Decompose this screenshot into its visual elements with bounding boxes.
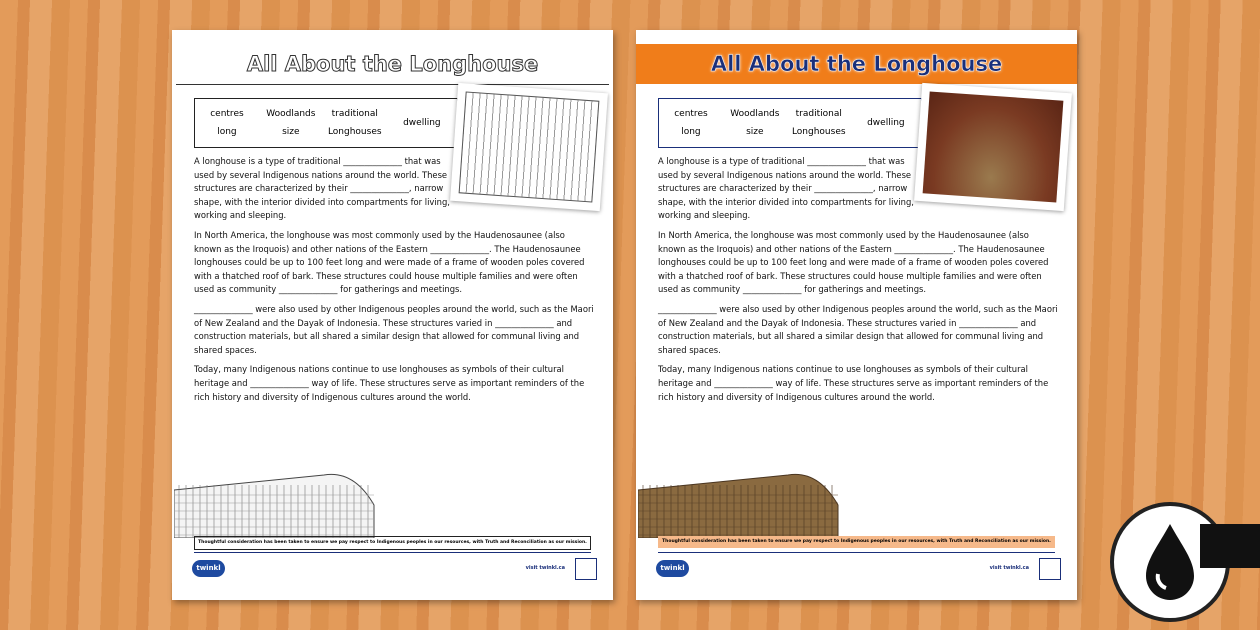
word: long [217,127,237,137]
website-link[interactable]: visit twinkl.ca [525,565,565,571]
word: Woodlands [730,109,780,119]
worksheet-black-white [172,30,613,600]
paragraph: ______________ were also used by other Indigenous peoples around the world, such as the Maori of New Zealand and the Dayak of Indonesia. These structures varied in ______________ and construction materials, but all shared a similar design that allowed for communal living and shared spaces. [194,303,594,355]
worksheet-colour [636,30,1077,600]
word: dwelling [403,118,441,128]
word-bank [194,98,458,148]
word: Longhouses [327,127,382,137]
longhouse-illustration [638,450,843,538]
twinkl-logo: twinkl [192,560,225,577]
paragraph: In North America, the longhouse was most commonly used by the Haudenosaunee (also known as the Iroquois) and other nations of the Eastern ______________. The Haudenosaunee longhouses could be up to 100 feet long and were made of a frame of wooden poles covered with a thatched roof of bark. These structures could house multiple families and were often used as community ______________ for gatherings and meetings. [194,229,585,295]
page-title: All About the Longhouse [636,44,1077,84]
word: long [681,127,701,137]
website-link[interactable]: visit twinkl.ca [989,565,1029,571]
paragraph: A longhouse is a type of traditional ______________ that was used by several Indigenous nations around the world. These structures are characterized by their ______________, narrow shape, with the interior divided into compartments for living, working and sleeping. [658,156,914,221]
notice-banner: Thoughtful consideration has been taken to ensure we pay respect to Indigenous peoples in our resources, with Truth and Reconciliation as our mission. [658,536,1055,548]
word: centres [674,109,708,119]
word: traditional [795,109,842,119]
notice-banner: Thoughtful consideration has been taken to ensure we pay respect to Indigenous peoples in our resources, with Truth and Reconciliation as our mission. [194,536,591,550]
paragraph: In North America, the longhouse was most commonly used by the Haudenosaunee (also known as the Iroquois) and other nations of the Eastern ______________. The Haudenosaunee longhouses could be up to 100 feet long and were made of a frame of wooden poles covered with a thatched roof of bark. These structures could house multiple families and were often used as community ______________ for gatherings and meetings. [658,229,1049,295]
word-bank [658,98,922,148]
divider [194,552,591,553]
longhouse-illustration [174,450,379,538]
word: size [282,127,300,137]
word: Longhouses [791,127,846,137]
approved-badge [575,558,597,580]
paragraph: Today, many Indigenous nations continue to use longhouses as symbols of their cultural heritage and ______________ way of life. These structures serve as important reminders of the rich history and diversity of Indigenous cultures around the world. [658,364,1049,402]
body-text [194,155,594,410]
word: dwelling [867,118,905,128]
body-text [658,155,1058,410]
word: centres [210,109,244,119]
word: Woodlands [266,109,316,119]
ink-saver-bar [1200,524,1260,568]
page-title: All About the Longhouse [176,44,609,85]
paragraph: ______________ were also used by other Indigenous peoples around the world, such as the Maori of New Zealand and the Dayak of Indonesia. These structures varied in ______________ and construction materials, but all shared a similar design that allowed for communal living and shared spaces. [658,303,1058,355]
paragraph: A longhouse is a type of traditional ______________ that was used by several Indigenous nations around the world. These structures are characterized by their ______________, narrow shape, with the interior divided into compartments for living, working and sleeping. [194,156,450,221]
word: traditional [331,109,378,119]
divider [658,552,1055,553]
approved-badge [1039,558,1061,580]
paragraph: Today, many Indigenous nations continue to use longhouses as symbols of their cultural heritage and ______________ way of life. These structures serve as important reminders of the rich history and diversity of Indigenous cultures around the world. [194,364,585,402]
word: size [746,127,764,137]
twinkl-logo: twinkl [656,560,689,577]
